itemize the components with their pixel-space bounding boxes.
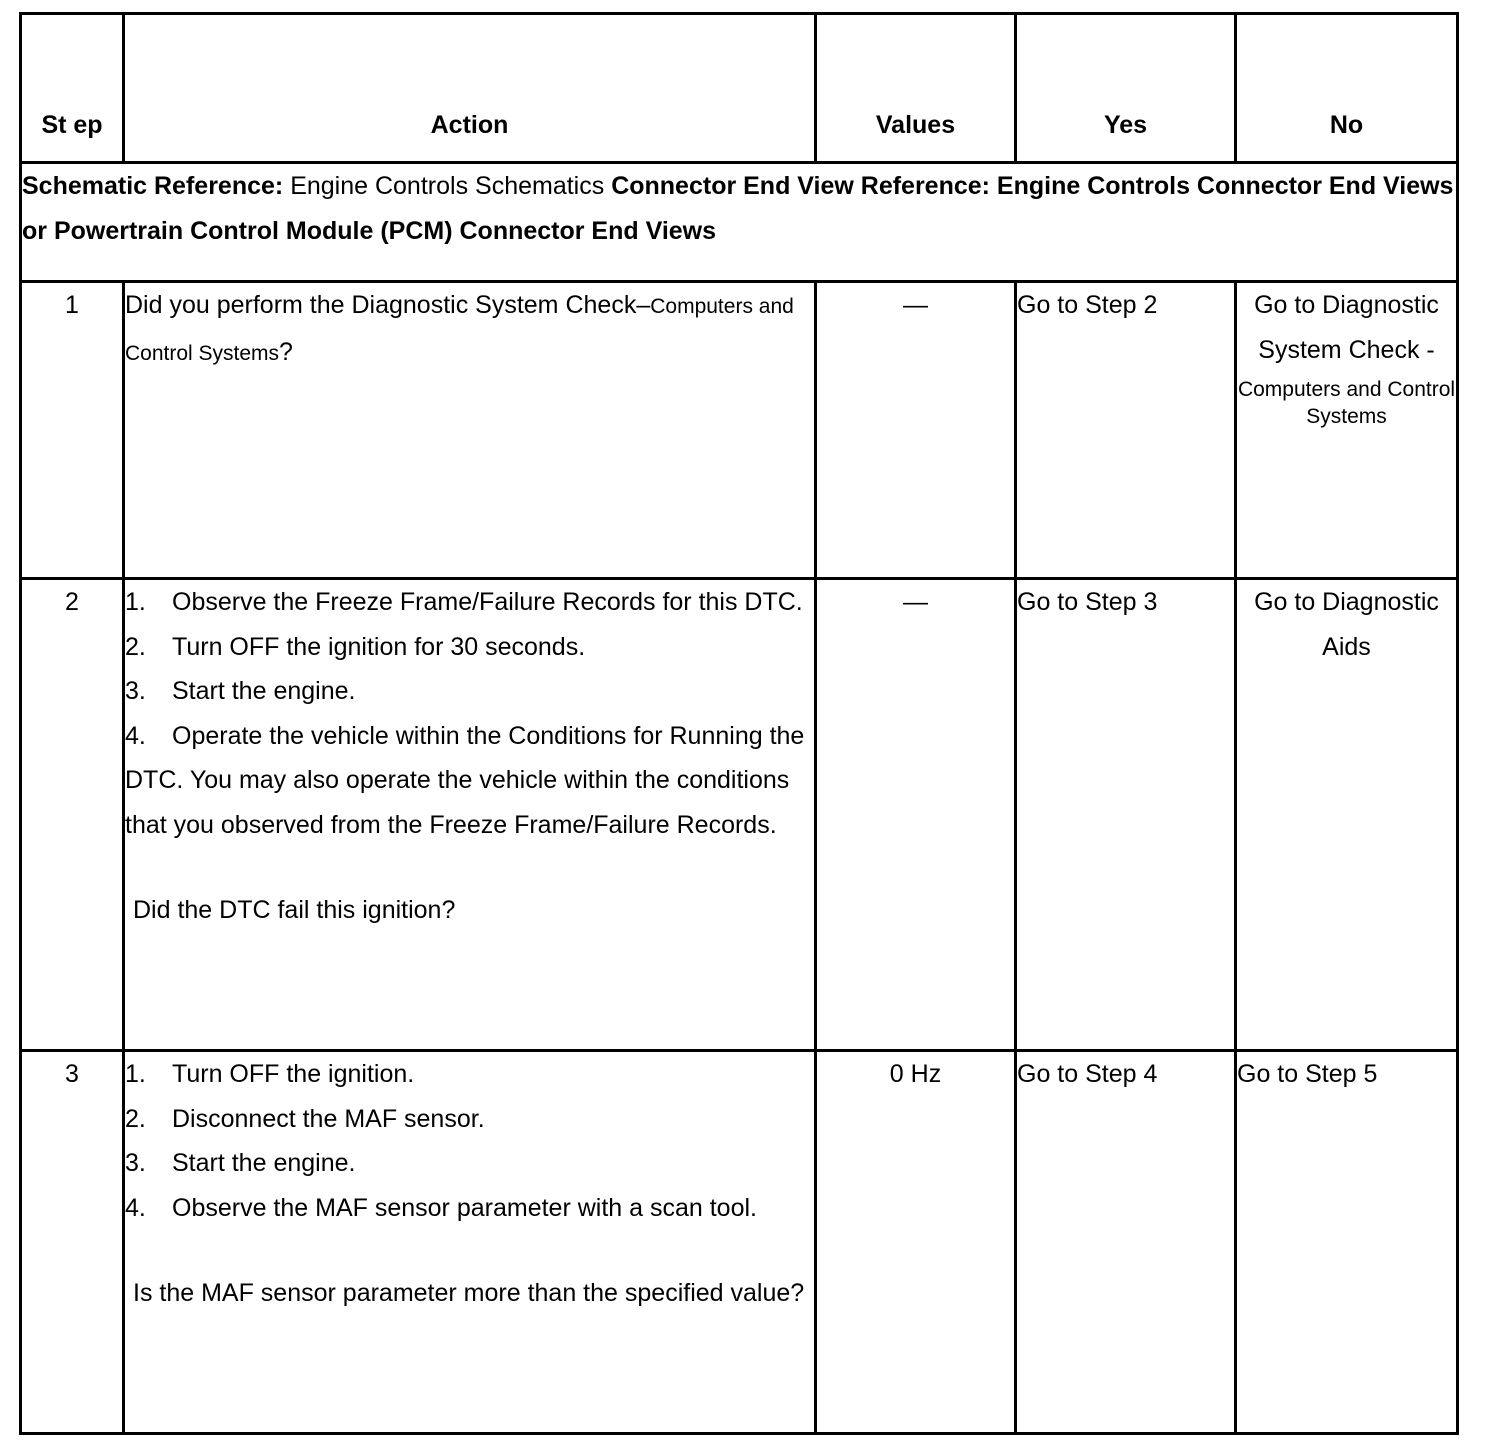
- no-link[interactable]: Go to Diagnostic Aids: [1254, 588, 1439, 661]
- table-row: [21, 579, 1458, 1051]
- reference-row: [21, 163, 1458, 282]
- connector-reference-label: Connector End View Reference: Engine Controls Connector End Views or Powertrain Control Module (PCM) Connector End Views: [22, 172, 1454, 245]
- schematic-reference-label: Schematic Reference:: [22, 172, 284, 200]
- diagnostic-table: [19, 12, 1459, 1435]
- yes-cell: Go to Step 2: [1016, 282, 1236, 579]
- no-cell: Go to Step 5: [1236, 1051, 1458, 1434]
- list-item: 1. Observe the Freeze Frame/Failure Records for this DTC.: [125, 588, 803, 616]
- action-text: Did you perform the Diagnostic System Check: [125, 291, 637, 319]
- table-row: [21, 1051, 1458, 1434]
- value-cell: 0 Hz: [816, 1051, 1016, 1434]
- action-dash: –: [636, 291, 651, 319]
- step-number: 2: [21, 579, 124, 1051]
- header-step: St ep: [21, 14, 124, 163]
- action-cell: [124, 282, 816, 579]
- no-cell: [1236, 282, 1458, 579]
- action-cell: [124, 579, 816, 1051]
- header-values: Values: [816, 14, 1016, 163]
- list-item: 2. Turn OFF the ignition for 30 seconds.: [125, 632, 586, 661]
- schematic-reference-link[interactable]: Engine Controls Schematics: [290, 172, 605, 200]
- value-cell: —: [816, 579, 1016, 1051]
- question-text: Is the MAF sensor parameter more than the specified value?: [133, 1279, 805, 1307]
- action-link[interactable]: Computers and Control Systems: [125, 295, 794, 365]
- table-row: [21, 282, 1458, 579]
- value-cell: —: [816, 282, 1016, 579]
- header-yes: Yes: [1016, 14, 1236, 163]
- action-qmark: ?: [279, 337, 293, 366]
- no-link[interactable]: Go to Diagnostic System Check -: [1254, 291, 1439, 364]
- header-no: No: [1236, 14, 1458, 163]
- yes-cell: Go to Step 3: [1016, 579, 1236, 1051]
- step-number: 3: [21, 1051, 124, 1434]
- question-text: Did the DTC fail this ignition?: [133, 896, 456, 924]
- list-item: 4. Operate the vehicle within the Conditions for Running the DTC. You may also operate the vehicle within the conditions that you observed from the Freeze Frame/Failure Records.: [125, 721, 805, 839]
- no-cell: [1236, 579, 1458, 1051]
- list-item: 2. Disconnect the MAF sensor.: [125, 1104, 485, 1133]
- yes-cell: Go to Step 4: [1016, 1051, 1236, 1434]
- list-item: 3. Start the engine.: [125, 677, 356, 705]
- no-link-small[interactable]: Computers and Control Systems: [1237, 378, 1456, 428]
- reference-cell: [21, 163, 1458, 282]
- header-row: [21, 14, 1458, 163]
- header-action: Action: [124, 14, 816, 163]
- list-item: 3. Start the engine.: [125, 1149, 356, 1177]
- action-cell: [124, 1051, 816, 1434]
- step-number: 1: [21, 282, 124, 579]
- list-item: 1. Turn OFF the ignition.: [125, 1060, 415, 1088]
- list-item: 4. Observe the MAF sensor parameter with a scan tool.: [125, 1193, 757, 1222]
